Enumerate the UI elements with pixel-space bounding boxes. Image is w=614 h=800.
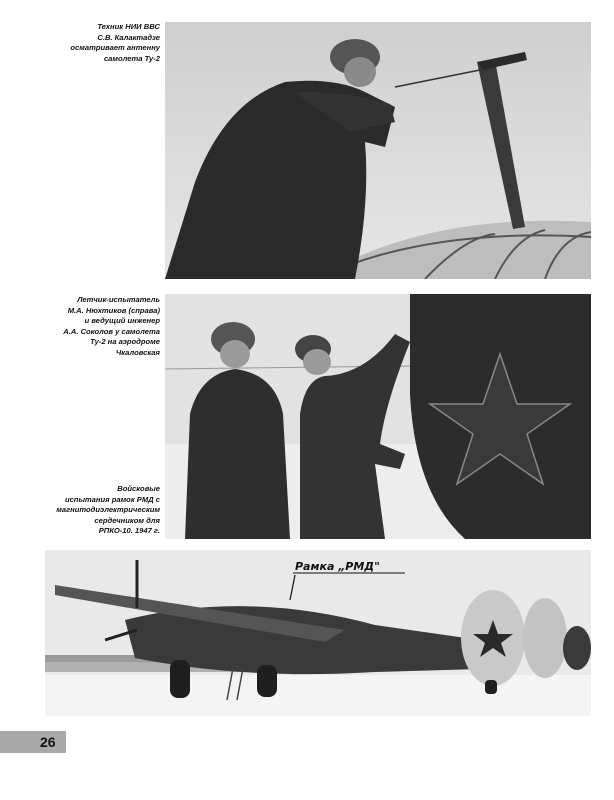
caption-line: РПКО-10. 1947 г. xyxy=(98,526,160,536)
caption-line: Техник НИИ ВВС xyxy=(97,22,160,31)
caption-line: А.А. Соколов у самолета xyxy=(63,326,160,336)
photo-label-text: Рамка „РМД" xyxy=(295,560,380,573)
caption-line: испытания рамок РМД с xyxy=(64,494,160,504)
photo-pilots-aircraft xyxy=(165,294,591,539)
photo-technician-antenna xyxy=(165,22,591,279)
caption-line: Летчик-испытатель xyxy=(77,295,160,304)
caption-line: осматривает антенну xyxy=(70,43,160,53)
caption-line: Ту-2 на аэродроме xyxy=(90,337,160,347)
caption-line: М.А. Нюхтиков (справа) xyxy=(67,305,160,315)
caption-line: самолета Ту-2 xyxy=(103,53,160,63)
photo-tu2-aircraft xyxy=(45,550,591,716)
caption-line: С.В. Калактадзе xyxy=(97,32,160,42)
page-number: 26 xyxy=(0,731,66,753)
caption-line: Войсковые xyxy=(117,484,160,493)
caption-technician xyxy=(40,22,160,64)
caption-line: Чкаловская xyxy=(115,347,160,357)
caption-trials xyxy=(40,484,160,537)
caption-line: сердечником для xyxy=(94,515,160,525)
caption-pilots xyxy=(40,295,160,359)
caption-line: и ведущий инженер xyxy=(84,316,160,326)
caption-line: магнитодиэлектрическим xyxy=(56,505,160,515)
